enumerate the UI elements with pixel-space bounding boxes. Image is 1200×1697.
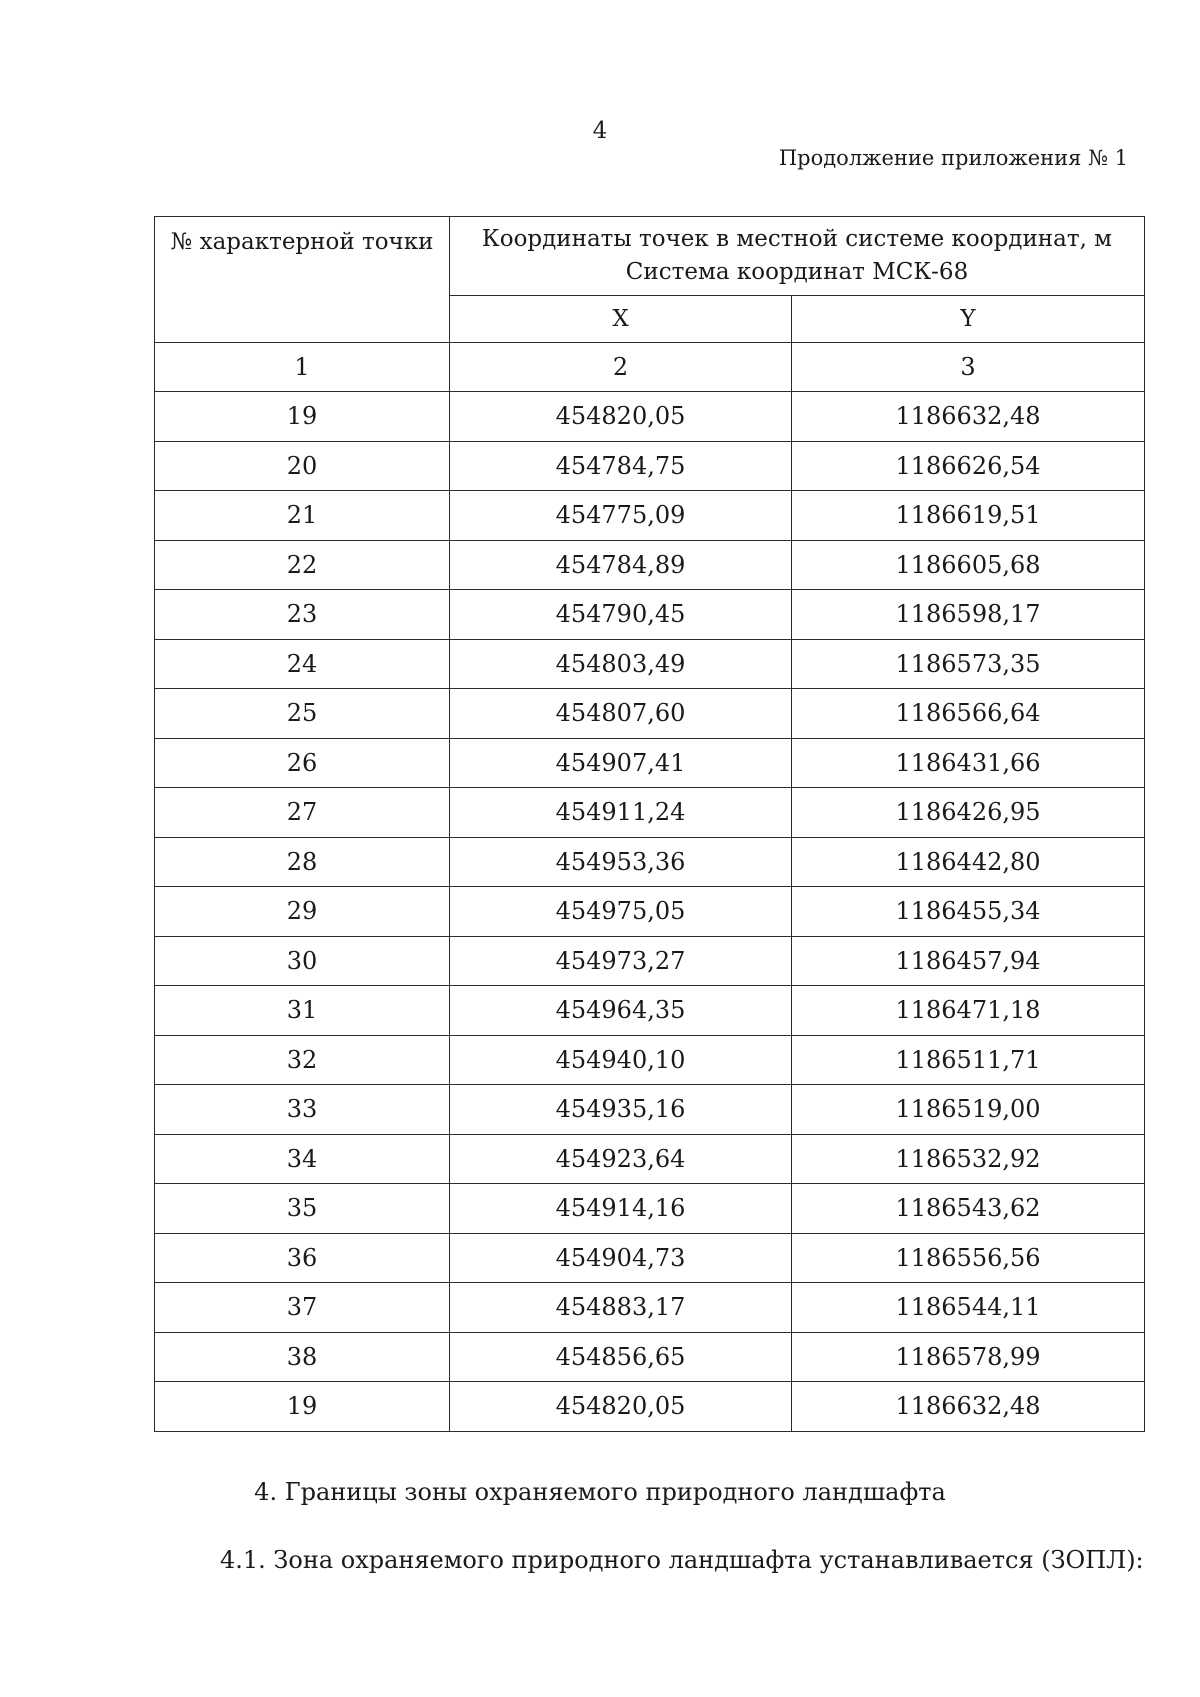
x-coordinate-cell: 454784,75 (450, 441, 792, 491)
point-number-cell: 30 (155, 936, 450, 986)
point-number-cell: 33 (155, 1085, 450, 1135)
table-row (155, 1134, 1145, 1184)
y-coordinate-cell: 1186556,56 (792, 1233, 1145, 1283)
point-number-cell: 37 (155, 1283, 450, 1333)
y-coordinate-cell: 1186573,35 (792, 639, 1145, 689)
x-coordinate-cell: 454914,16 (450, 1184, 792, 1234)
table-row (155, 590, 1145, 640)
x-coordinate-cell: 454790,45 (450, 590, 792, 640)
table-row (155, 1332, 1145, 1382)
x-coordinate-cell: 454935,16 (450, 1085, 792, 1135)
point-number-cell: 38 (155, 1332, 450, 1382)
table-row (155, 837, 1145, 887)
x-coordinate-cell: 454904,73 (450, 1233, 792, 1283)
y-coordinate-cell: 1186566,64 (792, 689, 1145, 739)
y-coordinate-cell: 1186455,34 (792, 887, 1145, 937)
table-row (155, 788, 1145, 838)
page-number: 4 (592, 118, 608, 144)
point-number-cell: 28 (155, 837, 450, 887)
y-coordinate-cell: 1186619,51 (792, 491, 1145, 541)
x-coordinate-cell: 454883,17 (450, 1283, 792, 1333)
x-column-header: X (450, 296, 792, 343)
y-coordinate-cell: 1186598,17 (792, 590, 1145, 640)
x-coordinate-cell: 454807,60 (450, 689, 792, 739)
column-number-1: 1 (155, 343, 450, 392)
table-row (155, 540, 1145, 590)
y-coordinate-cell: 1186543,62 (792, 1184, 1145, 1234)
x-coordinate-cell: 454784,89 (450, 540, 792, 590)
x-coordinate-cell: 454820,05 (450, 392, 792, 442)
y-coordinate-cell: 1186471,18 (792, 986, 1145, 1036)
point-number-cell: 21 (155, 491, 450, 541)
y-coordinate-cell: 1186442,80 (792, 837, 1145, 887)
table-row (155, 639, 1145, 689)
point-number-cell: 31 (155, 986, 450, 1036)
table-row (155, 491, 1145, 541)
point-number-cell: 19 (155, 392, 450, 442)
x-coordinate-cell: 454953,36 (450, 837, 792, 887)
point-number-cell: 25 (155, 689, 450, 739)
table-row (155, 887, 1145, 937)
y-coordinate-cell: 1186426,95 (792, 788, 1145, 838)
table-row (155, 738, 1145, 788)
table-row (155, 1233, 1145, 1283)
column-number-2: 2 (450, 343, 792, 392)
table-header-row (155, 217, 1145, 296)
x-coordinate-cell: 454803,49 (450, 639, 792, 689)
x-coordinate-cell: 454775,09 (450, 491, 792, 541)
point-number-cell: 36 (155, 1233, 450, 1283)
y-column-header: Y (792, 296, 1145, 343)
x-coordinate-cell: 454975,05 (450, 887, 792, 937)
y-coordinate-cell: 1186457,94 (792, 936, 1145, 986)
column-number-3: 3 (792, 343, 1145, 392)
x-coordinate-cell: 454923,64 (450, 1134, 792, 1184)
point-number-cell: 35 (155, 1184, 450, 1234)
y-coordinate-cell: 1186632,48 (792, 392, 1145, 442)
x-coordinate-cell: 454820,05 (450, 1382, 792, 1432)
coordinates-header (450, 217, 1145, 296)
y-coordinate-cell: 1186431,66 (792, 738, 1145, 788)
coordinates-header-line1: Координаты точек в местной системе координат, м (481, 226, 1113, 252)
section-paragraph: 4.1. Зона охраняемого природного ландшафта устанавливается (ЗОПЛ): (220, 1546, 1144, 1574)
table-row (155, 441, 1145, 491)
point-number-cell: 27 (155, 788, 450, 838)
point-number-cell: 34 (155, 1134, 450, 1184)
column-number-row (155, 343, 1145, 392)
table-row (155, 1382, 1145, 1432)
y-coordinate-cell: 1186632,48 (792, 1382, 1145, 1432)
x-coordinate-cell: 454940,10 (450, 1035, 792, 1085)
coordinates-table (154, 216, 1145, 1432)
table-row (155, 986, 1145, 1036)
x-coordinate-cell: 454907,41 (450, 738, 792, 788)
table-row (155, 1184, 1145, 1234)
x-coordinate-cell: 454911,24 (450, 788, 792, 838)
x-coordinate-cell: 454973,27 (450, 936, 792, 986)
section-heading: 4. Границы зоны охраняемого природного ландшафта (254, 1478, 946, 1506)
y-coordinate-cell: 1186605,68 (792, 540, 1145, 590)
point-number-cell: 22 (155, 540, 450, 590)
point-number-cell: 20 (155, 441, 450, 491)
appendix-continuation-note: Продолжение приложения № 1 (778, 146, 1128, 170)
y-coordinate-cell: 1186511,71 (792, 1035, 1145, 1085)
table-row (155, 1085, 1145, 1135)
x-coordinate-cell: 454856,65 (450, 1332, 792, 1382)
table-row (155, 1283, 1145, 1333)
y-coordinate-cell: 1186544,11 (792, 1283, 1145, 1333)
point-number-cell: 19 (155, 1382, 450, 1432)
point-number-cell: 24 (155, 639, 450, 689)
point-number-header: № характерной точки (155, 217, 450, 343)
point-number-cell: 23 (155, 590, 450, 640)
x-coordinate-cell: 454964,35 (450, 986, 792, 1036)
table-row (155, 689, 1145, 739)
y-coordinate-cell: 1186626,54 (792, 441, 1145, 491)
table-row (155, 936, 1145, 986)
point-number-cell: 32 (155, 1035, 450, 1085)
coordinate-system-name: Система координат МСК-68 (625, 259, 969, 285)
y-coordinate-cell: 1186578,99 (792, 1332, 1145, 1382)
point-number-cell: 26 (155, 738, 450, 788)
table-row (155, 1035, 1145, 1085)
y-coordinate-cell: 1186532,92 (792, 1134, 1145, 1184)
y-coordinate-cell: 1186519,00 (792, 1085, 1145, 1135)
table-row (155, 392, 1145, 442)
point-number-cell: 29 (155, 887, 450, 937)
